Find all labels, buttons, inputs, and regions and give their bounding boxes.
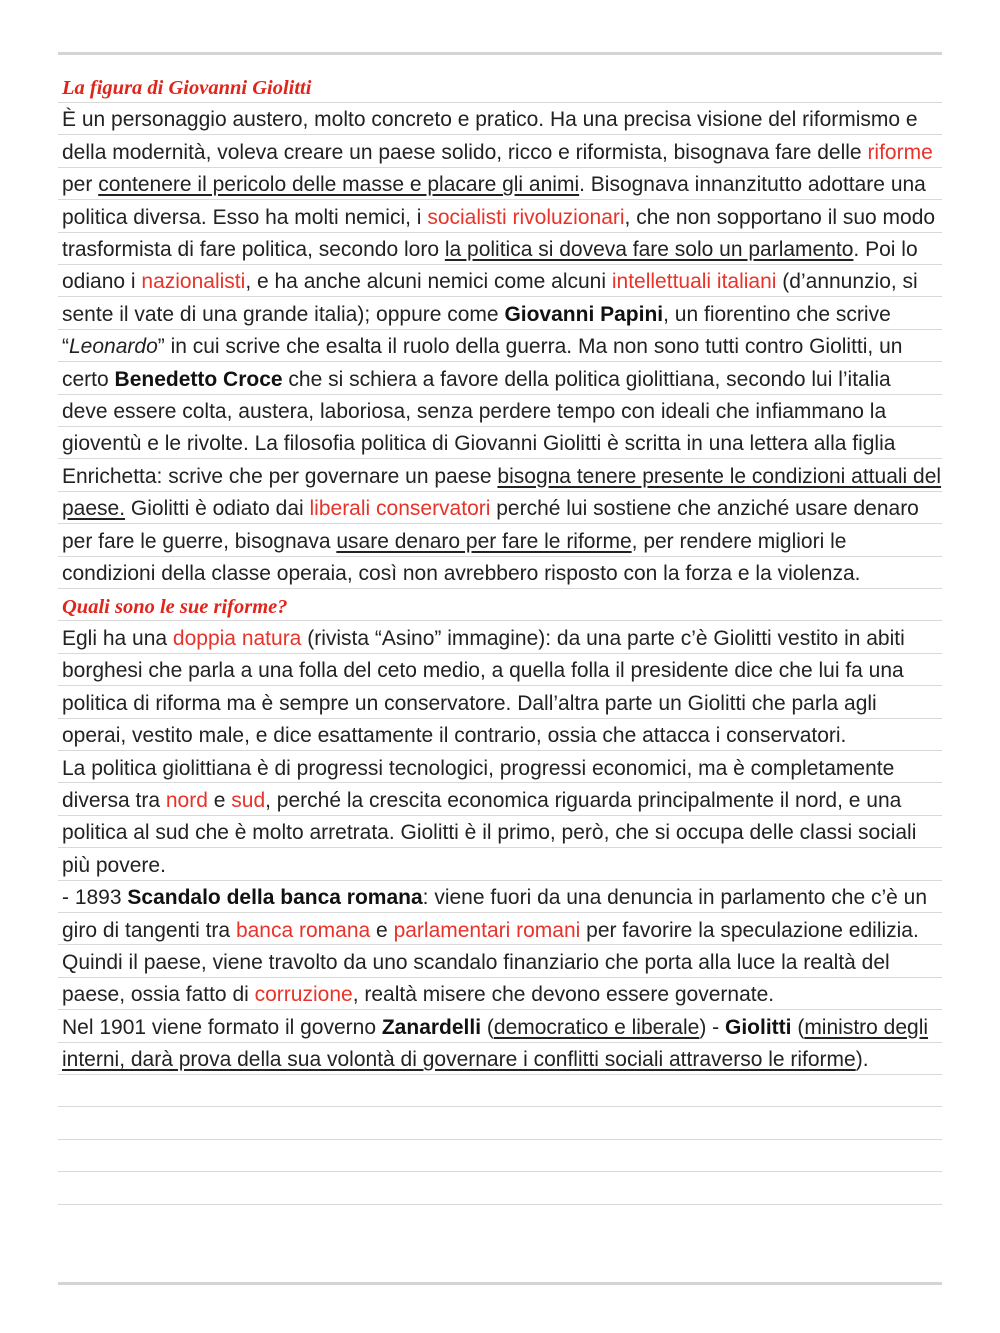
underlined-phrase: la politica si doveva fare solo un parlamento bbox=[444, 238, 854, 262]
note-body bbox=[62, 72, 942, 1077]
ruled-line bbox=[58, 1139, 942, 1140]
section-heading-riforme: Quali sono le sue riforme? bbox=[62, 595, 288, 618]
bottom-rule bbox=[58, 1282, 942, 1285]
underlined-phrase: contenere il pericolo delle masse e placare gli animi bbox=[98, 173, 580, 197]
bold-name: Giovanni Papini bbox=[504, 302, 664, 326]
highlight-term: riforme bbox=[867, 140, 933, 164]
highlight-term: socialisti rivoluzionari bbox=[427, 205, 625, 229]
highlight-term: doppia natura bbox=[172, 626, 302, 650]
bold-name: Scandalo della banca romana bbox=[127, 886, 423, 910]
bold-name: Benedetto Croce bbox=[114, 367, 283, 391]
bold-name: Zanardelli bbox=[381, 1015, 482, 1039]
highlight-term: parlamentari romani bbox=[393, 918, 581, 942]
underlined-phrase: democratico e liberale bbox=[493, 1015, 700, 1039]
italic-title: Leonardo bbox=[69, 335, 158, 359]
highlight-term: nazionalisti bbox=[141, 270, 246, 294]
bold-name: Giolitti bbox=[724, 1015, 792, 1039]
paragraph-giolitti-figure: È un personaggio austero, molto concreto e pratico. Ha una precisa visione del riformismo e della modernità, voleva creare un paese solido, ricco e riformista, bisognava fare delle riforme per contenere il pericolo delle masse e placare gli animi. Bisognava innanzitutto adottare una politica diversa. Esso ha molti nemici, i socialisti rivoluzionari, che non sopportano il suo modo trasformista di fare politica, secondo loro la politica si doveva fare solo un parlamento. Poi lo odiano i nazionalisti, e ha anche alcuni nemici come alcuni intellettuali italiani (d’annunzio, si sente il vate di una grande italia); oppure come Giovanni Papini, un fiorentino che scrive “Leonardo” in cui scrive che esalta il ruolo della guerra. Ma non sono tutti contro Giolitti, un certo Benedetto Croce che si schiera a favore della politica giolittiana, secondo lui l’italia deve essere colta, austera, laboriosa, senza perdere tempo con ideali che infiammano la gioventù e le rivolte. La filosofia politica di Giovanni Giolitti è scritta in una lettera alla figlia Enrichetta: scrive che per governare un paese bisogna tenere presente le condizioni attuali del paese. Giolitti è odiato dai liberali conservatori perché lui sostiene che anziché usare denaro per fare le guerre, bisognava usare denaro per fare le riforme, per rendere migliori le condizioni della classe operaia, così non avrebbero risposto con la forza e la violenza. bbox=[62, 108, 942, 586]
top-rule bbox=[58, 52, 942, 55]
ruled-line bbox=[58, 1106, 942, 1107]
paragraph-banca-romana: - 1893 Scandalo della banca romana: viene fuori da una denuncia in parlamento che c’è un giro di tangenti tra banca romana e parlamentari romani per favorire la speculazione edilizia. Quindi il paese, viene travolto da uno scandalo finanziario che porta alla luce la realtà del paese, ossia fatto di corruzione, realtà misere che devono essere governate. bbox=[62, 886, 928, 1007]
highlight-term: banca romana bbox=[235, 918, 371, 942]
paragraph-zanardelli: Nel 1901 viene formato il governo Zanardelli (democratico e liberale) - Giolitti (ministro degli interni, darà prova della sua volontà di governare i conflitti sociali attraverso le riforme). bbox=[62, 1015, 929, 1072]
ruled-line bbox=[58, 1171, 942, 1172]
underlined-phrase: ministro degli interni, darà prova della sua volontà di governare i conflitti sociali attraverso le riforme bbox=[62, 1015, 929, 1072]
highlight-term: nord bbox=[165, 788, 208, 812]
ruled-line bbox=[58, 1204, 942, 1205]
underlined-phrase: bisogna tenere presente le condizioni attuali del paese. bbox=[62, 464, 942, 521]
highlight-term: corruzione bbox=[254, 983, 353, 1007]
paragraph-doppia-natura: Egli ha una doppia natura (rivista “Asino” immagine): da una parte c’è Giolitti vestito in abiti borghesi che parla a una folla del ceto medio, a quella folla il presidente dice che lui fa una politica di riforma ma è sempre un conservatore. Dall’altra parte un Giolitti che parla agli operai, vestito male, e dice esattamente il contrario, ossia che attacca i conservatori. bbox=[62, 626, 905, 748]
highlight-term: sud bbox=[231, 788, 266, 812]
section-heading-giolitti: La figura di Giovanni Giolitti bbox=[62, 77, 312, 99]
underlined-phrase: usare denaro per fare le riforme bbox=[336, 529, 632, 553]
highlight-term: liberali conservatori bbox=[309, 497, 491, 521]
highlight-term: intellettuali italiani bbox=[611, 270, 777, 294]
paragraph-nord-sud: La politica giolittiana è di progressi tecnologici, progressi economici, ma è completamente diversa tra nord e sud, perché la crescita economica riguarda principalmente il nord, e una politica al sud che è molto arretrata. Giolitti è il primo, però, che si occupa delle classi sociali più povere. bbox=[62, 756, 917, 877]
